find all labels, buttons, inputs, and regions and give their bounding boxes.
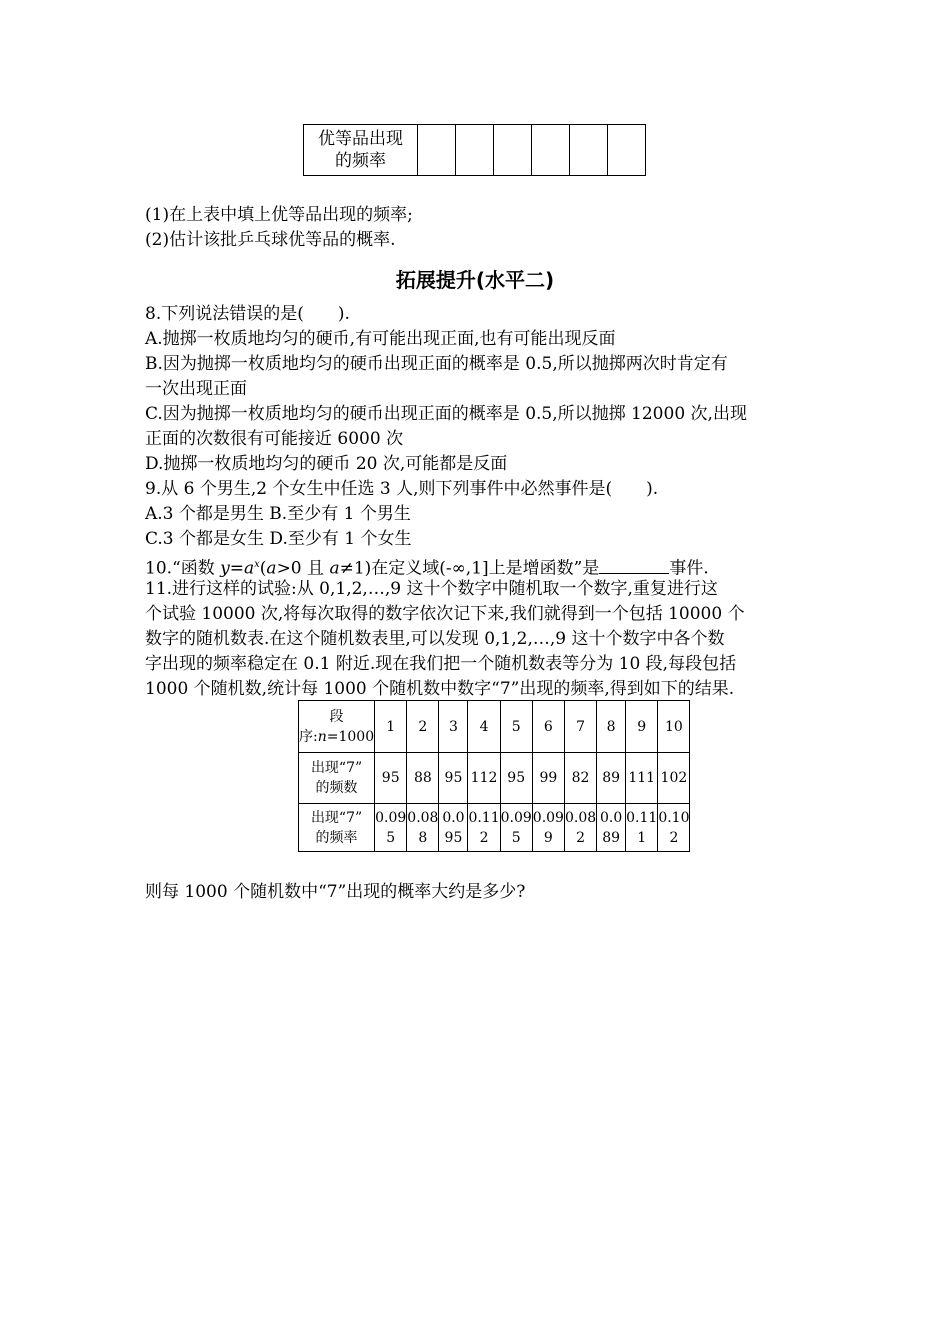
frequency-cell xyxy=(407,804,439,852)
frequency-part: 0.11 xyxy=(468,809,500,826)
q8-stem: 8.下列说法错误的是( ). xyxy=(145,304,350,324)
q10-var: a xyxy=(266,558,277,579)
frequency-part: 2 xyxy=(669,829,679,846)
q8-option-c-cont: 正面的次数很有可能接近 6000 次 xyxy=(145,429,404,449)
count-cell: 82 xyxy=(564,753,596,804)
blank-cell[interactable] xyxy=(494,125,532,176)
row-header-segment xyxy=(299,701,375,753)
segment-cell: 1 xyxy=(375,701,407,753)
frequency-part: 0.10 xyxy=(658,809,690,826)
frequency-cell xyxy=(439,804,468,852)
count-cell: 88 xyxy=(407,753,439,804)
segment-cell: 6 xyxy=(532,701,564,753)
segment-cell: 4 xyxy=(468,701,500,753)
q8-option-b: B.因为抛掷一枚质地均匀的硬币出现正面的概率是 0.5,所以抛掷两次时肯定有 xyxy=(145,354,728,374)
count-cell: 95 xyxy=(439,753,468,804)
q8-option-a: A.抛掷一枚质地均匀的硬币,有可能出现正面,也有可能出现反面 xyxy=(145,329,616,349)
frequency-part: 1 xyxy=(637,829,647,846)
frequency-part: 89 xyxy=(602,829,621,846)
count-cell: 99 xyxy=(532,753,564,804)
frequency-cell xyxy=(375,804,407,852)
frequency-cell xyxy=(532,804,564,852)
blank-cell[interactable] xyxy=(456,125,494,176)
q10-exponent: x xyxy=(254,559,260,570)
segment-cell: 5 xyxy=(500,701,532,753)
q10-text: ( xyxy=(259,558,267,579)
frequency-part: 0.0 xyxy=(600,809,623,826)
q8-option-d: D.抛掷一枚质地均匀的硬币 20 次,可能都是反面 xyxy=(145,454,508,474)
header-text: 优等品出现 xyxy=(318,129,403,149)
q11-line-2: 个试验 10000 次,将每次取得的数字依次记下来,我们就得到一个包括 10000 个 xyxy=(145,604,745,624)
q11-line-5: 1000 个随机数,统计每 1000 个随机数中数字“7”出现的频率,得到如下的结果. xyxy=(145,679,735,699)
q11-line-1: 11.进行这样的试验:从 0,1,2,…,9 这十个数字中随机取一个数字,重复进行这 xyxy=(145,579,718,599)
digit-seven-table xyxy=(298,700,690,852)
q10-text: 事件. xyxy=(669,558,709,579)
segment-cell: 2 xyxy=(407,701,439,753)
final-question: 则每 1000 个随机数中“7”出现的概率大约是多少? xyxy=(145,882,526,902)
row-header-count xyxy=(299,753,375,804)
q10-text: 10.“函数 xyxy=(145,558,221,579)
section-heading: 拓展提升(水平二) xyxy=(395,268,555,292)
q10-var: a xyxy=(329,558,340,579)
segment-cell: 10 xyxy=(658,701,690,753)
frequency-part: 5 xyxy=(386,829,396,846)
frequency-part: 0.0 xyxy=(442,809,465,826)
frequency-part: 8 xyxy=(418,829,428,846)
blank-cell[interactable] xyxy=(570,125,608,176)
count-cell: 89 xyxy=(597,753,626,804)
segment-cell: 7 xyxy=(564,701,596,753)
frequency-cell xyxy=(468,804,500,852)
row-header-text: 的频率 xyxy=(315,829,358,846)
row-header-var: n xyxy=(317,728,327,745)
table-row-frequencies xyxy=(299,804,690,852)
q10-text: ≠1)在定义域(-∞,1]上是增函数”是 xyxy=(339,558,600,579)
frequency-cell xyxy=(500,804,532,852)
q10-var: y xyxy=(220,558,230,579)
q10-text: >0 且 xyxy=(276,558,330,579)
row-header-text: 段 xyxy=(329,708,344,725)
frequency-cell xyxy=(564,804,596,852)
q11-line-3: 数字的随机数表.在这个随机数表里,可以发现 0,1,2,…,9 这十个数字中各个数 xyxy=(145,629,725,649)
count-cell: 95 xyxy=(500,753,532,804)
frequency-part: 0.09 xyxy=(500,809,532,826)
q8-option-b-cont: 一次出现正面 xyxy=(145,379,247,399)
table-row-counts xyxy=(299,753,690,804)
table-row-header xyxy=(304,125,418,176)
segment-cell: 3 xyxy=(439,701,468,753)
row-header-text: 序: xyxy=(299,728,318,745)
frequency-part: 0.09 xyxy=(375,809,407,826)
frequency-cell xyxy=(597,804,626,852)
frequency-table-top xyxy=(303,124,646,176)
q10-var: a xyxy=(244,558,255,579)
question-part-2: (2)估计该批乒乓球优等品的概率. xyxy=(145,230,396,250)
header-text: 的频率 xyxy=(335,151,386,171)
q9-options-cd: C.3 个都是女生 D.至少有 1 个女生 xyxy=(145,529,412,549)
count-cell: 95 xyxy=(375,753,407,804)
frequency-part: 0.09 xyxy=(532,809,564,826)
blank-cell[interactable] xyxy=(418,125,456,176)
row-header-text: 出现“7” xyxy=(310,760,363,776)
segment-cell: 8 xyxy=(597,701,626,753)
count-cell: 102 xyxy=(658,753,690,804)
q11-line-4: 字出现的频率稳定在 0.1 附近.现在我们把一个随机数表等分为 10 段,每段包括 xyxy=(145,654,737,674)
blank-cell[interactable] xyxy=(608,125,646,176)
row-header-text: 出现“7” xyxy=(310,809,363,826)
frequency-part: 2 xyxy=(479,829,489,846)
q8-option-c: C.因为抛掷一枚质地均匀的硬币出现正面的概率是 0.5,所以抛掷 12000 次,出现 xyxy=(145,404,747,424)
row-header-frequency xyxy=(299,804,375,852)
frequency-part: 0.11 xyxy=(626,809,658,826)
q9-options-ab: A.3 个都是男生 B.至少有 1 个男生 xyxy=(145,504,411,524)
frequency-part: 0.08 xyxy=(564,809,597,826)
frequency-cell xyxy=(626,804,658,852)
question-part-1: (1)在上表中填上优等品出现的频率; xyxy=(145,205,413,225)
blank-cell[interactable] xyxy=(532,125,570,176)
row-header-text: 的频数 xyxy=(315,780,358,796)
q9-stem: 9.从 6 个男生,2 个女生中任选 3 人,则下列事件中必然事件是( ). xyxy=(145,479,659,499)
frequency-cell xyxy=(658,804,690,852)
table-row-segments xyxy=(299,701,690,753)
frequency-part: 95 xyxy=(444,829,463,846)
segment-cell: 9 xyxy=(626,701,658,753)
row-header-text: =1000 xyxy=(326,728,375,745)
frequency-part: 0.08 xyxy=(407,809,439,826)
frequency-part: 9 xyxy=(543,829,553,846)
frequency-part: 2 xyxy=(576,829,586,846)
answer-blank[interactable] xyxy=(599,556,669,574)
count-cell: 111 xyxy=(626,753,658,804)
q10-text: = xyxy=(229,558,244,579)
count-cell: 112 xyxy=(468,753,500,804)
frequency-part: 5 xyxy=(511,829,521,846)
